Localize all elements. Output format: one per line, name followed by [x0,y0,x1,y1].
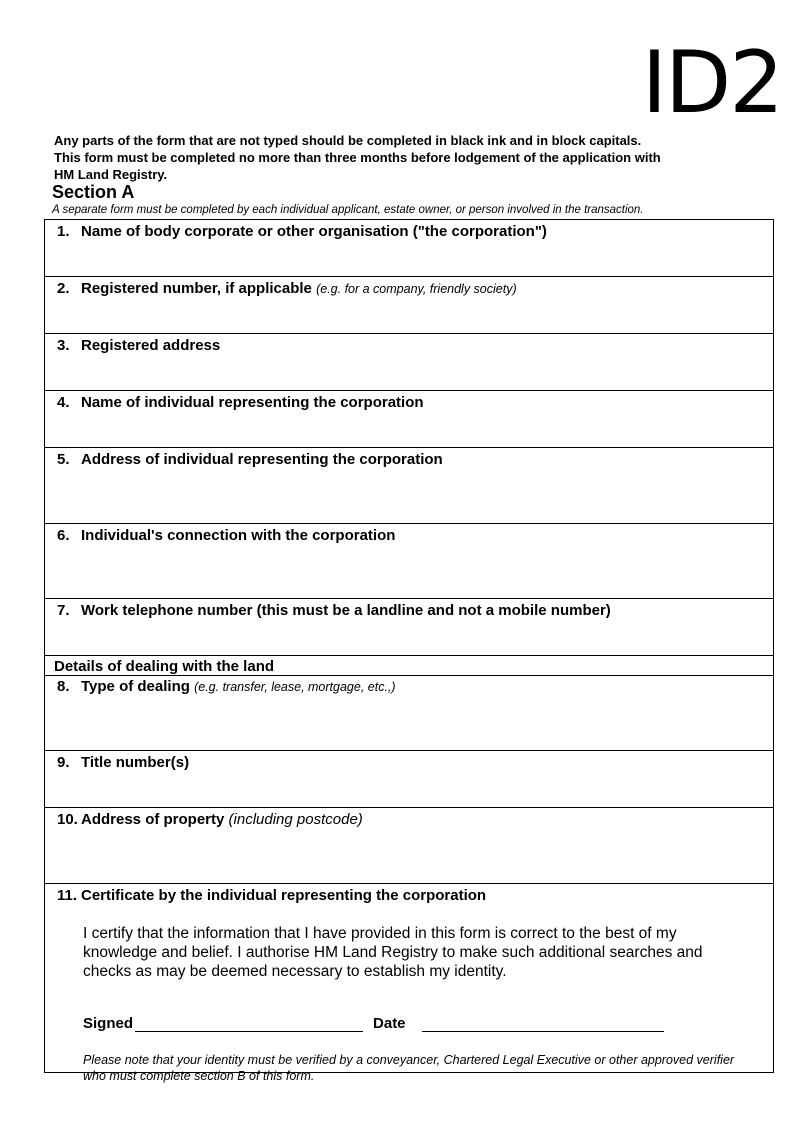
field-connection[interactable] [45,524,773,599]
form-table [44,219,774,1083]
section-note: A separate form must be completed by each individual applicant, estate owner, or person involved in the transaction. [52,204,644,216]
form-code-logo: ID2 [641,33,782,133]
question-label: 2. Registered number, if applicable (e.g. for a company, friendly society) [57,280,517,297]
verification-note: Please note that your identity must be verified by a conveyancer, Chartered Legal Executive or other approved verifier who must complete section B of this form. [83,1053,735,1083]
field-registered-number[interactable] [45,277,773,334]
field-title-numbers[interactable] [45,751,773,808]
instruction-line: HM Land Registry. [54,167,168,182]
date-field[interactable] [422,1017,664,1032]
instruction-line: Any parts of the form that are not typed should be completed in black ink and in block capitals. [54,133,642,148]
question-hint: (including postcode) [228,811,363,828]
question-label: 5. Address of individual representing the corporation [57,451,443,468]
question-label: 8. Type of dealing (e.g. transfer, lease, mortgage, etc.,) [57,678,396,695]
section-title: Section A [52,182,135,202]
date-label: Date [373,1015,406,1032]
field-representative-address[interactable] [45,448,773,524]
dealing-header: Details of dealing with the land [45,656,773,676]
signature-field[interactable] [135,1017,363,1032]
signed-label: Signed [83,1015,134,1032]
question-label: 3. Registered address [57,337,221,354]
question-label: 10. Address of property (including postcode) [57,811,363,828]
question-label: 1. Name of body corporate or other organisation ("the corporation") [57,223,547,240]
field-representative-name[interactable] [45,391,773,448]
field-corporation-name[interactable] [45,220,773,277]
field-registered-address[interactable] [45,334,773,391]
instruction-line: This form must be completed no more than three months before lodgement of the application with [54,150,661,165]
question-label: 9. Title number(s) [57,754,190,771]
certificate-section [45,884,773,1083]
question-label: 6. Individual's connection with the corporation [57,527,396,544]
question-label: 11. Certificate by the individual representing the corporation [57,887,487,904]
field-work-telephone[interactable] [45,599,773,656]
signature-row [83,1015,664,1032]
question-hint: (e.g. transfer, lease, mortgage, etc.,) [194,680,396,694]
field-property-address[interactable] [45,808,773,884]
field-type-of-dealing[interactable] [45,676,773,751]
question-label: 4. Name of individual representing the corporation [57,394,424,411]
question-label: 7. Work telephone number (this must be a landline and not a mobile number) [57,602,611,619]
instructions [54,132,764,183]
certificate-text: I certify that the information that I have provided in this form is correct to the best of my knowledge and belief. I authorise HM Land Registry to make such additional searches and checks as may be deemed necessary to establish my identity. [83,925,703,980]
question-hint: (e.g. for a company, friendly society) [316,282,517,296]
